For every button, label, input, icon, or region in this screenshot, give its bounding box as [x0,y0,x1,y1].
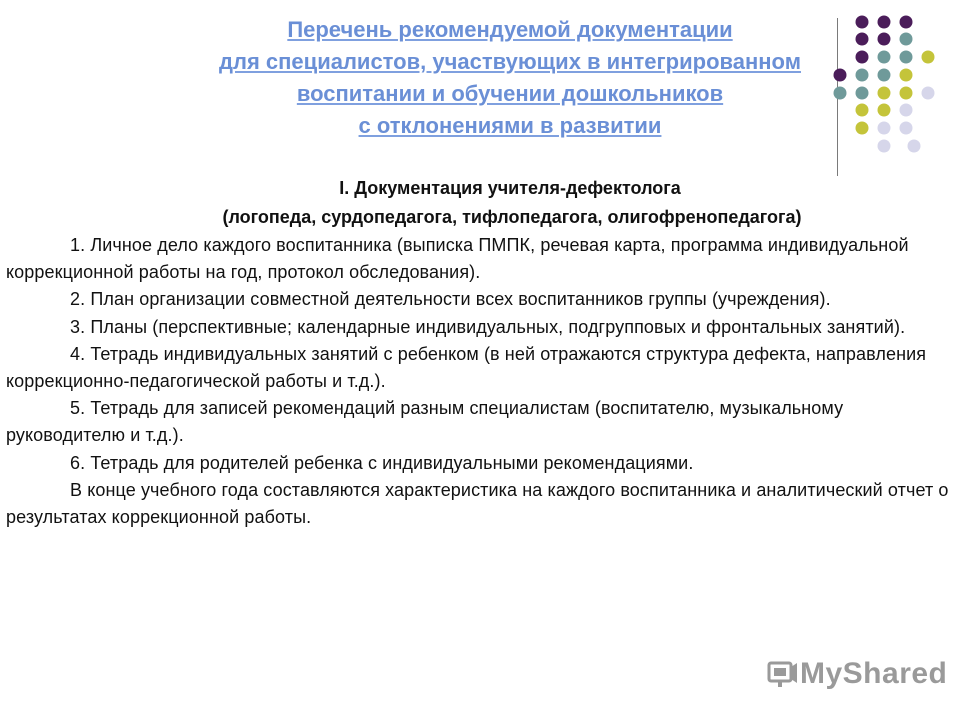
dot [878,87,891,100]
dot [900,16,913,29]
list-item: 6. Тетрадь для родителей ребенка с индивидуальными рекомендациями. [70,452,694,473]
document-list [6,232,954,531]
presentation-logo-icon [766,657,800,691]
slide-title [150,14,870,142]
dot [878,69,891,82]
watermark [766,654,947,694]
dot [878,16,891,29]
dot [900,104,913,117]
closing-note: В конце учебного года составляются характеристика на каждого воспитанника и аналитический отчет о результатах коррекционной работы. [6,479,949,528]
dot [900,33,913,46]
title-line-1[interactable]: Перечень рекомендуемой документации [287,17,733,42]
dot [878,33,891,46]
decorative-divider [837,18,838,176]
dot [878,104,891,117]
dot [878,122,891,135]
dot [878,140,891,153]
list-item: 4. Тетрадь индивидуальных занятий с ребенком (в ней отражаются структура дефекта, направления коррекционно-педагогической работы и т.д.). [6,343,927,392]
section-heading: I. Документация учителя-дефектолога [339,178,681,198]
list-item: 5. Тетрадь для записей рекомендаций разным специалистам (воспитателю, музыкальному руководителю и т.д.). [6,398,844,446]
list-item: 3. Планы (перспективные; календарные индивидуальных, подгрупповых и фронтальных занятий). [70,316,906,337]
dot [900,87,913,100]
dot [900,51,913,64]
list-item: 1. Личное дело каждого воспитанника (выписка ПМПК, речевая карта, программа индивидуальной коррекционной работы на год, протокол обследования). [6,235,909,283]
dot [900,122,913,135]
title-line-2[interactable]: для специалистов, участвующих в интегрированном [219,49,801,74]
dot [900,69,913,82]
dot [922,87,935,100]
section-subheading: (логопеда, сурдопедагога, тифлопедагога, олигофренопедагога) [222,207,802,227]
dot [922,51,935,64]
title-line-3[interactable]: воспитании и обучении дошкольников [296,81,724,106]
dot [908,140,921,153]
watermark-text: MyShared [800,657,948,690]
dot [878,51,891,64]
list-item: 2. План организации совместной деятельности всех воспитанников группы (учреждения). [70,289,831,310]
title-line-4[interactable]: с отклонениями в развитии [358,113,662,138]
